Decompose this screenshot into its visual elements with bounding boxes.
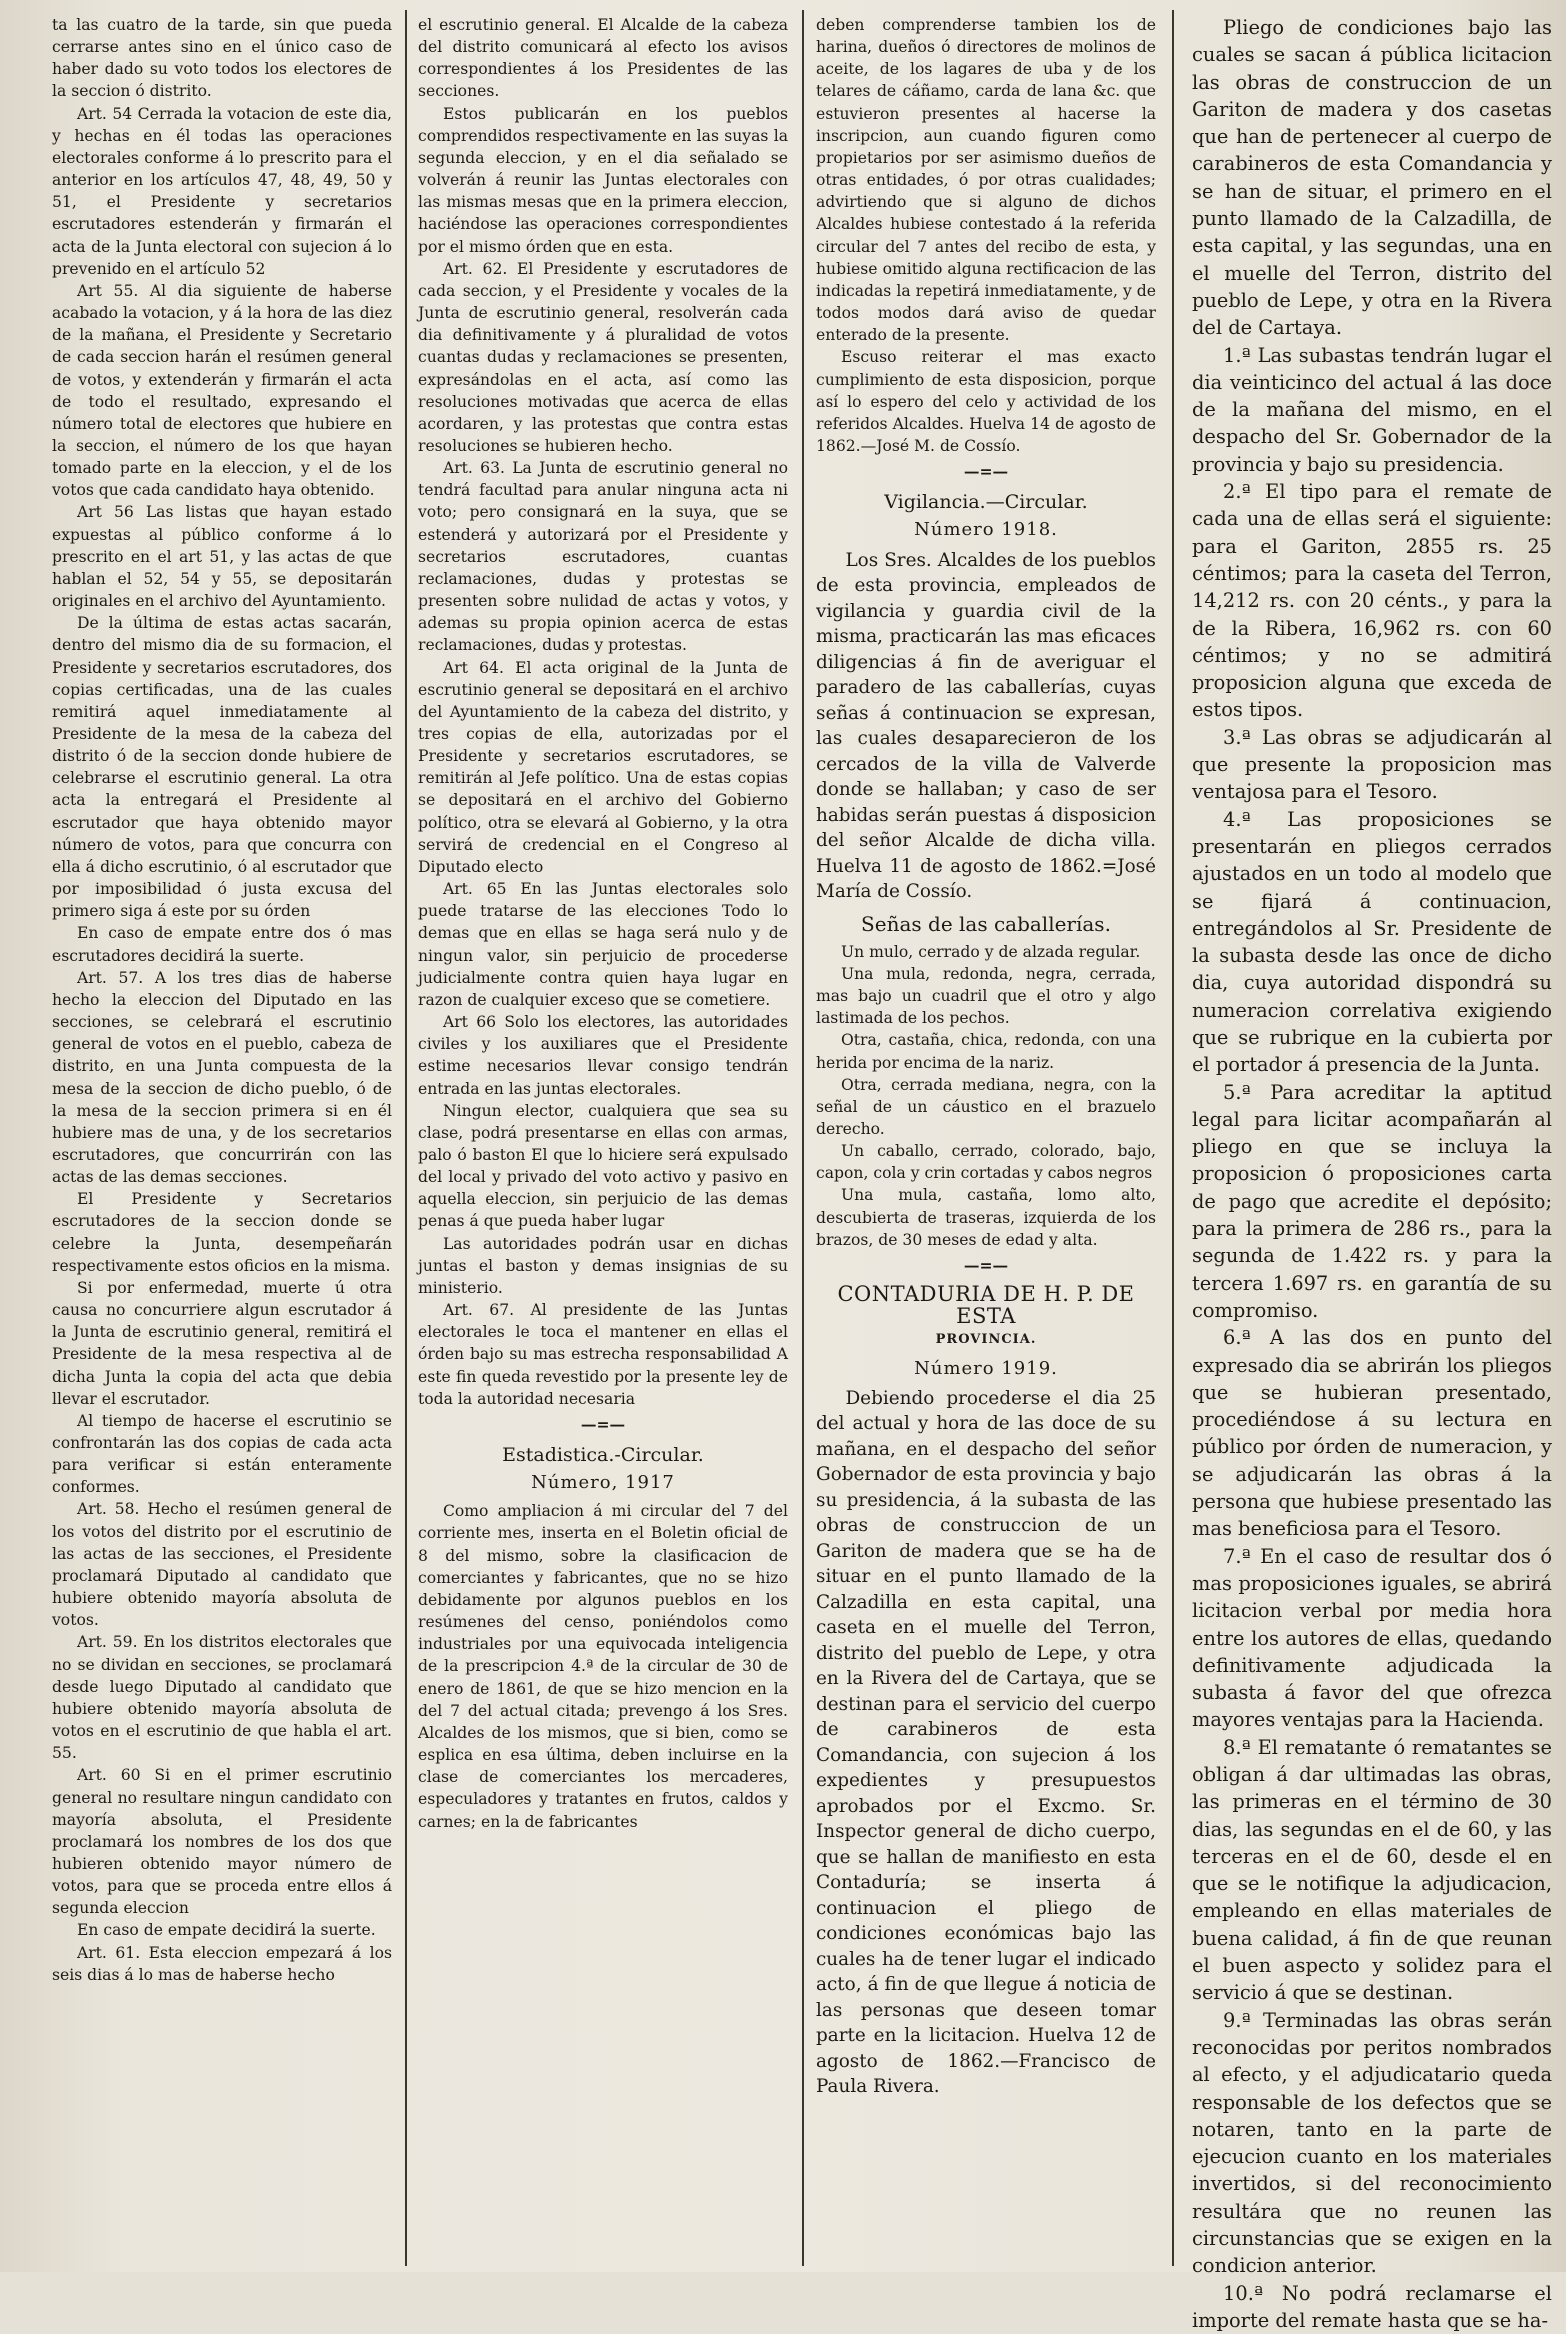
paragraph: Art. 58. Hecho el resúmen general de los votos del distrito por el escrutinio de las actas de las secciones, el Presidente proclamará Diputado al candidato que hubiere obtenido mayoría absoluta de votos. bbox=[52, 1500, 392, 1630]
paragraph: 2.ª El tipo para el remate de cada una de ellas será el siguiente: para el Gariton, 2855 rs. 25 céntimos; para la caseta del Terron, 14,212 rs. con 20 cénts., y para la de la Ribera, 16,962 rs. con 60 céntimos; y no se admitirá proposicion alguna que exceda de estos tipos. bbox=[1192, 480, 1552, 722]
section-separator: —=— bbox=[963, 1255, 1009, 1275]
paragraph: 6.ª A las dos en punto del expresado dia se abrirán los pliegos que se hubieran presentado, procediéndose á su lectura en público por órden de numeracion, y se adjudicarán las obras á la persona que hubiese presentado las mas beneficiosa para el Tesoro. bbox=[1192, 1326, 1552, 1541]
paragraph: Escuso reiterar el mas exacto cumplimiento de esta disposicion, porque así lo espero del celo y actividad de los referidos Alcaldes. Huelva 14 de agosto de 1862.—José M. de Cossío. bbox=[816, 348, 1156, 455]
paragraph: Art 56 Las listas que hayan estado expuestas al público conforme á lo prescrito en el art 51, y las actas de que hablan el 52, 54 y 55, se depositarán originales en el archivo del Ayuntamiento. bbox=[52, 503, 392, 611]
paragraph: Art. 54 Cerrada la votacion de este dia, y hechas en él todas las operaciones electorales conforme á lo prescrito para el anterior en los artículos 47, 48, 49, 50 y 51, el Presidente y secretarios escrutadores estenderán y firmarán el acta de la Junta electoral con sujecion á lo prevenido en el artículo 52 bbox=[52, 104, 392, 278]
list-item: Un caballo, cerrado, colorado, bajo, capon, cola y crin cortadas y cabos negros bbox=[816, 1142, 1156, 1183]
paragraph: Art. 67. Al presidente de las Juntas electorales le toca el mantener en ellas el órden bajo su mas estrecha responsabilidad A este fin queda revestido por la presente ley de toda la autoridad necesaria bbox=[418, 1301, 788, 1408]
paragraph: Art. 61. Esta eleccion empezará á los seis dias á lo mas de haberse hecho bbox=[52, 1943, 392, 1984]
list-item: Un mulo, cerrado y de alzada regular. bbox=[840, 942, 1141, 961]
paragraph: Como ampliacion á mi circular del 7 del corriente mes, inserta en el Boletin oficial de 8 del mismo, sobre la clasificacion de comerciantes y fabricantes, que no se hizo debidamente por algunos pueblos en los resúmenes del censo, poniéndolos como industriales por una equivocada inteligencia de la prescripcion 4.ª de la circular de 30 de enero de 1861, de que se hizo mencion en la del 7 del actual citada; prevengo á los Sres. Alcaldes de los mismos, que si bien, como se esplica en esa última, deben incluirse en la clase de comerciantes los mercaderes, especuladores y tratantes en frutos, caldos y carnes; en la de fabricantes bbox=[418, 1502, 788, 1831]
section-heading-contaduria: CONTADURIA DE H. P. DE ESTA bbox=[837, 1282, 1135, 1329]
section-heading-senas: Señas de las caballerías. bbox=[861, 911, 1111, 936]
circular-number: Número 1918. bbox=[914, 519, 1058, 541]
paragraph: Si por enfermedad, muerte ú otra causa no concurriere algun escrutador á la Junta de escrutinio general, remitirá el Presidente de la mesa respectiva al de dicha Junta la copia del acta que debia llevar el escrutador. bbox=[52, 1278, 392, 1408]
section-heading-estadistica: Estadistica.-Circular. bbox=[502, 1444, 704, 1466]
column-rule bbox=[802, 10, 804, 2266]
paragraph: Art 55. Al dia siguiente de haberse acabado la votacion, y á la hora de las diez de la mañana, el Presidente y Secretario de cada seccion harán el resúmen general de votos, y extenderán y firmarán el acta de todo el resultado, expresando el número total de electores que hubiere en la seccion, el número de los que hayan tomado parte en la eleccion, y el de los votos que cada candidato haya obtenido. bbox=[52, 281, 392, 500]
paragraph: Ningun elector, cualquiera que sea su clase, podrá presentarse en ellas con armas, palo ó baston El que lo hiciere será expulsado del local y privado del voto activo y pasivo en aquella eleccion, sin perjuicio de las demas penas á que pueda haber lugar bbox=[418, 1101, 788, 1231]
paragraph: el escrutinio general. El Alcalde de la cabeza del distrito comunicará al efecto los avisos correspondientes á los Presidentes de las secciones. bbox=[418, 16, 788, 101]
section-subheading-contaduria: PROVINCIA. bbox=[935, 1332, 1037, 1348]
paragraph: En caso de empate decidirá la suerte. bbox=[76, 1921, 376, 1940]
paragraph: Art 64. El acta original de la Junta de escrutinio general se depositará en el archivo del Ayuntamiento de la cabeza del distrito, y tres copias de ella, autorizadas por el Presidente y secretarios escrutadores, se remitirán al Jefe político. Una de estas copias se depositará en el archivo del Gobierno político, otra se elevará al Gobierno, y la otra servirá de credencial en el Congreso al Diputado electo bbox=[418, 658, 788, 876]
column-1 bbox=[52, 14, 392, 2264]
section-separator: —=— bbox=[963, 462, 1009, 482]
paragraph: 9.ª Terminadas las obras serán reconocidas por peritos nombrados al efecto, y el adjudicatario queda responsable de los defectos que se notaren, tanto en la parte de ejecucion cuanto en los materiales invertidos, si del reconocimiento resultára que no reunen las circunstancias que se exigen en la condicion anterior. bbox=[1192, 2008, 1552, 2278]
paragraph: 7.ª En el caso de resultar dos ó mas proposiciones iguales, se abrirá licitacion verbal por media hora entre los autores de ellas, quedando definitivamente adjudicada la subasta á favor del que ofrezca mayores ventajas para la Hacienda. bbox=[1192, 1544, 1552, 1732]
paragraph: El Presidente y Secretarios escrutadores de la seccion donde se celebre la Junta, desempeñarán respectivamente estos oficios en la misma. bbox=[52, 1190, 392, 1275]
column-rule bbox=[405, 10, 407, 2266]
paragraph: Art. 59. En los distritos electorales que no se dividan en secciones, se proclamará desde luego Diputado al candidato que hubiere obtenido mayoría absoluta de votos en el escrutinio de que habla el art. 55. bbox=[52, 1633, 392, 1763]
section-separator: —=— bbox=[580, 1414, 626, 1434]
paragraph: Art. 57. A los tres dias de haberse hecho la eleccion del Diputado en las secciones, se celebrará el escrutinio general de votos en el pueblo, cabeza de distrito, en una Junta compuesta de la mesa de la seccion de dicho pueblo, ó de la mesa de la seccion primera si en él hubiere mas de una, y de los secretarios escrutadores, que concurrirán con las actas de las demas secciones. bbox=[52, 968, 392, 1187]
list-item: Otra, cerrada mediana, negra, con la señal de un cáustico en el brazuelo derecho. bbox=[816, 1075, 1156, 1138]
paragraph: 5.ª Para acreditar la aptitud legal para licitar acompañarán al pliego en que se incluya la proposicion ó proposiciones carta de pago que acredite el depósito; para la primera de 286 rs., para la segunda de 1.422 rs. y para la tercera 1.697 rs. en garantía de su compromiso. bbox=[1192, 1080, 1552, 1322]
paragraph: 1.ª Las subastas tendrán lugar el dia veinticinco del actual á las doce de la mañana del mismo, en el despacho del Sr. Gobernador de la provincia y bajo su presidencia. bbox=[1192, 343, 1552, 476]
paragraph: ta las cuatro de la tarde, sin que pueda cerrarse antes sino en el único caso de haber dado su voto todos los electores de la seccion ó distrito. bbox=[52, 16, 392, 101]
paragraph: 10.ª No podrá reclamarse el importe del remate hasta que se ha- bbox=[1192, 2281, 1552, 2332]
column-3 bbox=[816, 14, 1156, 2264]
paragraph: De la última de estas actas sacarán, dentro del mismo dia de su formacion, el Presidente y secretarios escrutadores, dos copias certificadas, una de las cuales remitirá aquel inmediatamente al Presidente de la mesa de la cabeza del distrito ó de la seccion donde hubiere de celebrarse el escrutinio general. La otra acta la entregará el Presidente al escrutador que haya obtenido mayor número de votos, para que concurra con ella á dicho escrutinio, ó al escrutador que por imposibilidad ó justa excusa del primero siga á este por su órden bbox=[52, 614, 392, 921]
paragraph: deben comprenderse tambien los de harina, dueños ó directores de molinos de aceite, de los lagares de uba y de los telares de cáñamo, carda de lana &c. que estuvieron presentes al hacerse la inscripcion, aun cuando figuren como propietarios por ser asimismo dueños de otras entidades, ó por otras cualidades; advirtiendo que si alguno de dichos Alcaldes hubiese contestado á la referida circular del 7 antes del recibo de esta, y hubiese omitido alguna rectificacion de las indicadas la repetirá inmediatamente, y de todos modos dará aviso de quedar enterado de la presente. bbox=[816, 16, 1156, 345]
paragraph: Al tiempo de hacerse el escrutinio se confrontarán las dos copias de cada acta para verificar si están enteramente conformes. bbox=[52, 1411, 392, 1497]
paragraph: Pliego de condiciones bajo las cuales se sacan á pública licitacion las obras de construccion de un Gariton de madera y dos casetas que han de pertenecer al cuerpo de carabineros de esta Comandancia y se han de situar, el primero en el punto llamado de la Calzadilla, de esta capital, y las segundas, una en el muelle del Terron, distrito del pueblo de Lepe, y otra en la Rivera del de Cartaya. bbox=[1192, 16, 1552, 340]
paragraph: Art. 63. La Junta de escrutinio general no tendrá facultad para anular ninguna acta ni voto; pero consignará en la suya, que se estenderá y autorizará por el Presidente y secretarios escrutadores, cuantas reclamaciones, dudas y protestas se presenten sobre nulidad de actas y votos, y ademas su propia opinion acerca de estas reclamaciones, dudas y protestas. bbox=[418, 459, 788, 655]
column-4 bbox=[1192, 14, 1552, 2332]
paragraph: Art. 62. El Presidente y escrutadores de cada seccion, y el Presidente y vocales de la Junta de escrutinio general, resolverán cada dia definitivamente y á pluralidad de votos cuantas dudas y reclamaciones se presenten, expresándolas en el acta, así como las resoluciones motivadas que acerca de ellas acordaren, y las protestas que contra estas resoluciones se hubieren hecho. bbox=[418, 259, 788, 455]
circular-number: Número 1919. bbox=[914, 1357, 1058, 1379]
list-item: Una mula, redonda, negra, cerrada, mas bajo un cuadril que el otro y algo lastimada de los pechos. bbox=[816, 964, 1156, 1028]
list-item: Otra, castaña, chica, redonda, con una herida por encima de la nariz. bbox=[816, 1031, 1156, 1072]
column-2 bbox=[418, 14, 788, 2264]
paragraph: Las autoridades podrán usar en dichas juntas el baston y demas insignias de su ministerio. bbox=[418, 1234, 788, 1297]
paragraph: Art. 65 En las Juntas electorales solo puede tratarse de las elecciones Todo lo demas que en ellas se haga será nulo y de ningun valor, sin perjuicio de procederse judicialmente contra quien haya lugar en razon de cualquier exceso que se cometiere. bbox=[418, 880, 788, 1009]
circular-number: Número, 1917 bbox=[531, 1472, 675, 1494]
paragraph: Estos publicarán en los pueblos comprendidos respectivamente en las suyas la segunda eleccion, y en el dia señalado se volverán á reunir las Juntas electorales con las mismas mesas que en la primera eleccion, haciéndose las operaciones correspondientes por el mismo órden que en esta. bbox=[418, 104, 788, 256]
paragraph: En caso de empate entre dos ó mas escrutadores decidirá la suerte. bbox=[52, 924, 392, 965]
paragraph: Debiendo procederse el dia 25 del actual y hora de las doce de su mañana, en el despacho del señor Gobernador de esta provincia y bajo su presidencia, á la subasta de las obras de construccion de un Gariton de madera que se ha de situar en el punto llamado de la Calzadilla en esta capital, una caseta en el muelle del Terron, distrito del pueblo de Lepe, y otra en la Rivera del de Cartaya, que se destinan para el servicio del cuerpo de carabineros de esta Comandancia, con sujecion á los expedientes y presupuestos aprobados por el Excmo. Sr. Inspector general de dicho cuerpo, que se hallan de manifiesto en esta Contaduría; se inserta á continuacion el pliego de condiciones económicas bajo las cuales ha de tener lugar el indicado acto, á fin de que llegue á noticia de las personas que deseen tomar parte en la licitacion. Huelva 12 de agosto de 1862.—Francisco de Paula Rivera. bbox=[816, 1387, 1156, 2098]
section-heading-vigilancia: Vigilancia.—Circular. bbox=[884, 491, 1088, 514]
paragraph: Art. 60 Si en el primer escrutinio general no resultare ningun candidato con mayoría absoluta, el Presidente proclamará los nombres de los dos que hubieren obtenido mayor número de votos, para que se proceda entre ellos á segunda eleccion bbox=[52, 1766, 392, 1918]
column-rule bbox=[1172, 10, 1174, 2266]
list-item: Una mula, castaña, lomo alto, descubierta de traseras, izquierda de los brazos, de 30 meses de edad y alta. bbox=[816, 1186, 1156, 1249]
paragraph: Los Sres. Alcaldes de los pueblos de esta provincia, empleados de vigilancia y guardia civil de la misma, practicarán las mas eficaces diligencias á fin de averiguar el paradero de las caballerías, cuyas señas á continuacion se expresan, las cuales desaparecieron de los cercados de la villa de Valverde donde se hallaban; y caso de ser habidas serán puestas á disposicion del señor Alcalde de dicha villa. Huelva 11 de agosto de 1862.=José María de Cossío. bbox=[816, 549, 1156, 903]
paragraph: Art 66 Solo los electores, las autoridades civiles y los auxiliares que el Presidente estime necesarios llevar consigo tendrán entrada en las juntas electorales. bbox=[418, 1013, 788, 1098]
paragraph: 8.ª El rematante ó rematantes se obligan á dar ultimadas las obras, las primeras en el término de 30 dias, las segundas en el de 60, y las terceras en el de 60, desde el en que se le notifique la adjudicacion, empleando en ellas materiales de buena calidad, á fin de que reunan el buen aspecto y solidez para el servicio á que se destinan. bbox=[1192, 1735, 1552, 2005]
paragraph: 3.ª Las obras se adjudicarán al que presente la proposicion mas ventajosa para el Tesoro. bbox=[1192, 725, 1552, 804]
paragraph: 4.ª Las proposiciones se presentarán en pliegos cerrados ajustados en un todo al modelo que se fijará á continuacion, entregándolos al Sr. Presidente de la subasta desde las once de dicho dia, cuya autoridad dispondrá su numeracion correlativa exigiendo que se rubrique en la cubierta por el portador á presencia de la Junta. bbox=[1192, 807, 1552, 1077]
